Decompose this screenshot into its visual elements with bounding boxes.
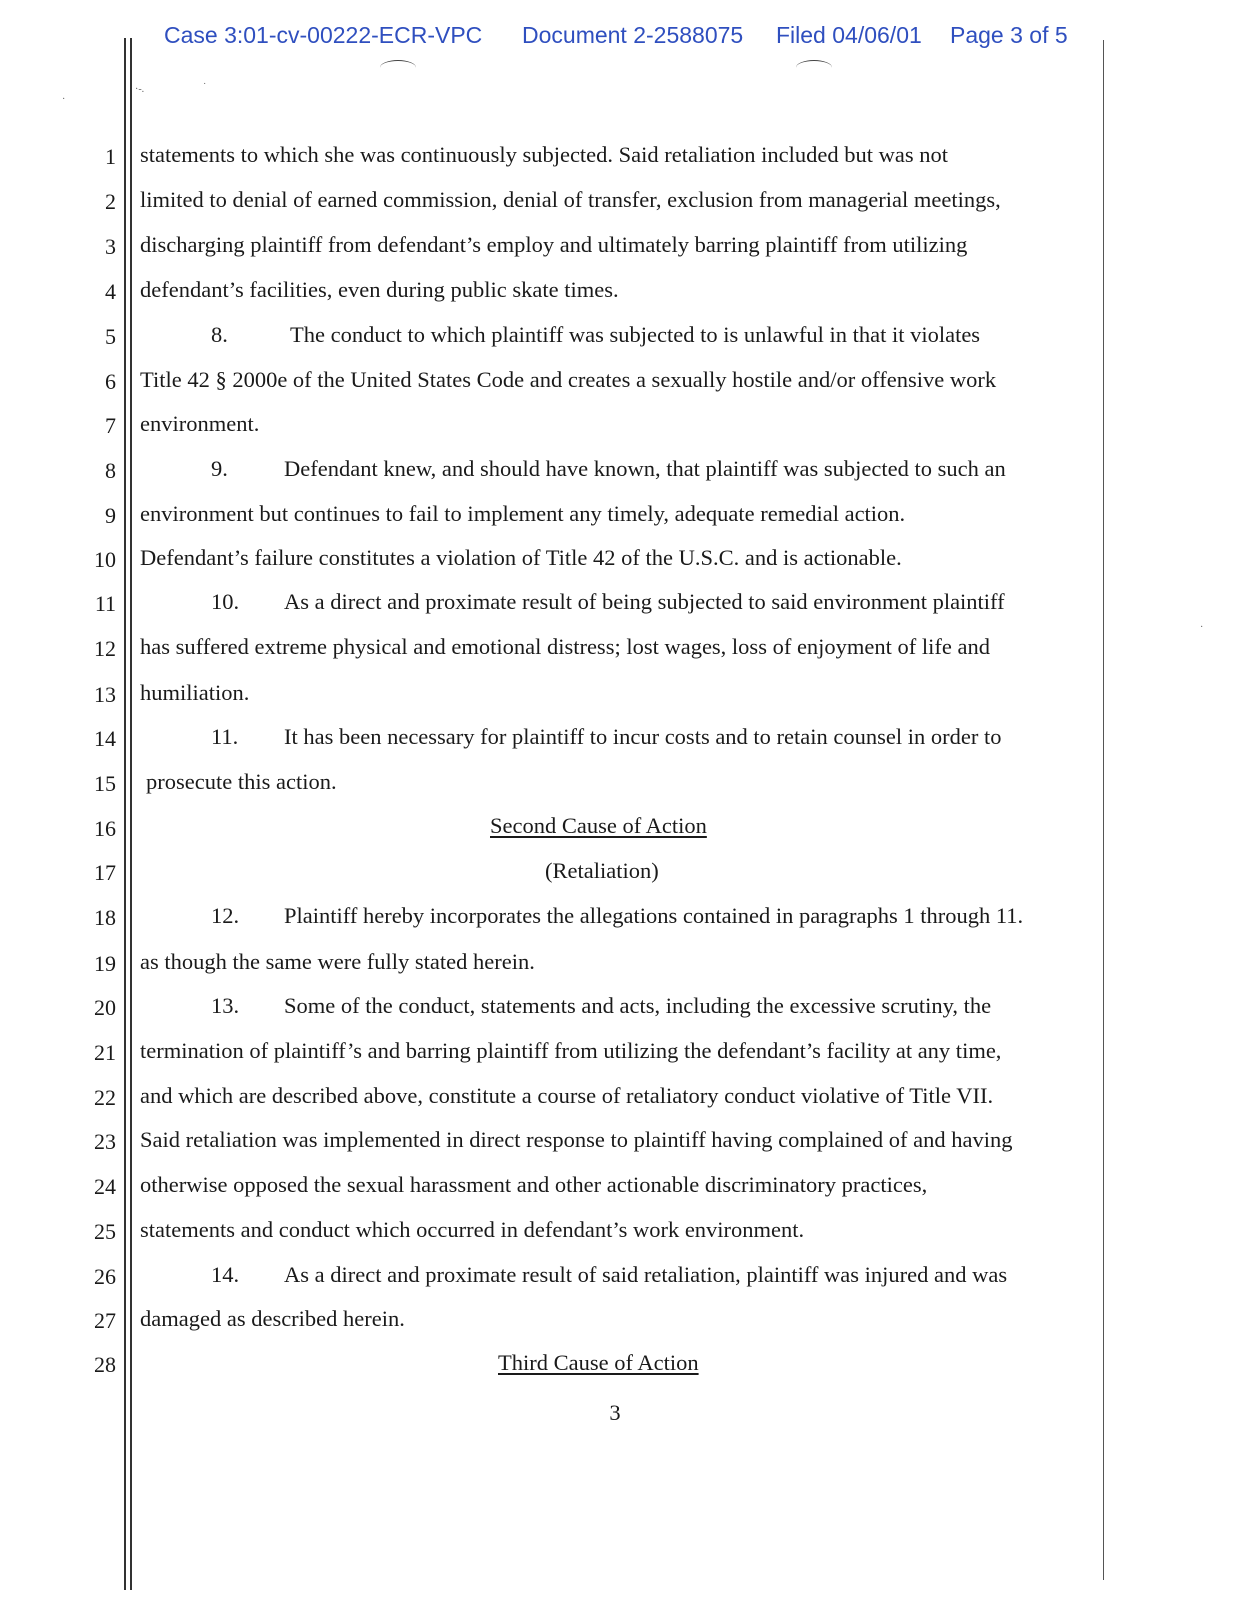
paragraph-number: 10. [211,589,240,614]
body-line: environment but continues to fail to implement any timely, adequate remedial action. [140,501,906,526]
line-number: 17 [94,860,116,885]
paragraph-number: 13. [211,993,240,1018]
section-heading: Third Cause of Action [498,1350,699,1375]
body-line: discharging plaintiff from defendant’s employ and ultimately barring plaintiff from utilizing [140,232,968,257]
body-line: termination of plaintiff’s and barring plaintiff from utilizing the defendant’s facility at any time, [140,1038,1002,1063]
line-number: 15 [94,771,116,796]
line-number: 18 [94,905,116,930]
document-number: Document 2-2588075 [522,22,744,48]
case-number: Case 3:01-cv-00222-ECR-VPC [164,22,483,48]
line-number: 14 [94,726,116,751]
scan-mark [380,60,416,75]
page-number: 3 [609,1400,621,1425]
line-number: 20 [94,995,116,1020]
body-line: As a direct and proximate result of said retaliation, plaintiff was injured and was [284,1262,1008,1287]
paragraph-number: 12. [211,903,240,928]
line-number: 3 [105,234,116,259]
paragraph-number: 14. [211,1262,240,1287]
body-line: Defendant knew, and should have known, that plaintiff was subjected to such an [284,456,1006,481]
scan-speck: ˙ [203,82,207,93]
line-number: 5 [105,324,116,349]
line-number: 7 [105,413,116,438]
line-number: 28 [94,1352,116,1377]
body-line: otherwise opposed the sexual harassment and other actionable discriminatory practices, [140,1172,928,1197]
body-line: and which are described above, constitute a course of retaliatory conduct violative of Title VII. [140,1083,994,1108]
body-line: as though the same were fully stated herein. [140,949,535,974]
line-number: 11 [94,591,116,616]
scan-speck: · [1200,622,1204,633]
line-number: 12 [94,636,116,661]
line-number: 19 [94,951,116,976]
line-number: 26 [94,1264,116,1289]
body-line: limited to denial of earned commission, denial of transfer, exclusion from managerial meetings, [140,187,1001,212]
right-margin-rule [1103,40,1104,1580]
body-line: damaged as described herein. [140,1306,405,1331]
body-line: Plaintiff hereby incorporates the allegations contained in paragraphs 1 through 11. [284,903,1024,928]
line-number: 21 [94,1040,116,1065]
line-number: 6 [105,369,116,394]
page-indicator: Page 3 of 5 [950,22,1068,48]
line-number: 22 [94,1085,116,1110]
body-line: prosecute this action. [146,769,337,794]
left-margin-rule [124,38,126,1590]
body-line: Said retaliation was implemented in direct response to plaintiff having complained of and having [140,1127,1013,1152]
left-margin-rule-inner [130,38,132,1590]
body-line: humiliation. [140,680,250,705]
line-number: 27 [94,1308,116,1333]
line-number: 8 [105,458,116,483]
body-line: Title 42 § 2000e of the United States Code and creates a sexually hostile and/or offensive work [140,367,997,392]
scan-speck: · [62,94,66,105]
paragraph-number: 9. [211,456,228,481]
line-number: 1 [105,144,116,169]
body-line: defendant’s facilities, even during public skate times. [140,277,619,302]
paragraph-number: 8. [211,322,228,347]
filed-date: Filed 04/06/01 [776,22,922,48]
scan-mark [796,60,832,75]
scan-speck: ·-. [135,84,145,95]
line-number: 24 [94,1174,116,1199]
body-line: As a direct and proximate result of being subjected to said environment plaintiff [284,589,1005,614]
body-line: has suffered extreme physical and emotional distress; lost wages, loss of enjoyment of life and [140,634,991,659]
line-number: 9 [105,503,116,528]
section-subheading: (Retaliation) [545,858,659,883]
body-line: The conduct to which plaintiff was subjected to is unlawful in that it violates [290,322,981,347]
line-number: 10 [94,547,116,572]
case-header [0,22,1238,52]
body-line: It has been necessary for plaintiff to incur costs and to retain counsel in order to [284,724,1002,749]
body-line: Some of the conduct, statements and acts, including the excessive scrutiny, the [284,993,992,1018]
body-line: statements and conduct which occurred in defendant’s work environment. [140,1217,805,1242]
line-number: 2 [105,189,116,214]
body-line: statements to which she was continuously subjected. Said retaliation included but was not [140,142,948,167]
line-number: 25 [94,1219,116,1244]
paragraph-number: 11. [211,724,239,749]
line-number: 13 [94,682,116,707]
body-line: environment. [140,411,260,436]
section-heading: Second Cause of Action [490,813,707,838]
line-number: 23 [94,1129,116,1154]
line-number: 16 [94,816,116,841]
body-line: Defendant’s failure constitutes a violation of Title 42 of the U.S.C. and is actionable. [140,545,902,570]
line-number: 4 [105,279,116,304]
